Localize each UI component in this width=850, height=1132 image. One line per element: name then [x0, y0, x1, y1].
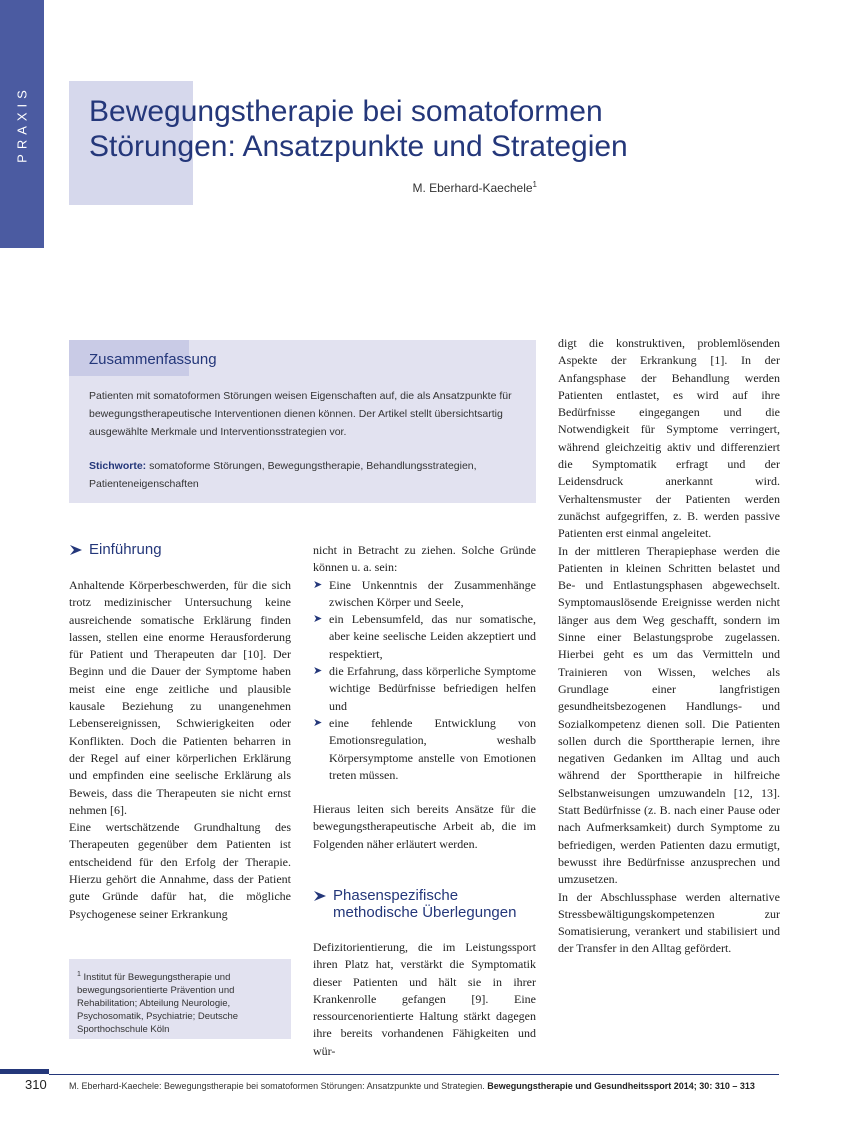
- article-title: [89, 94, 628, 164]
- footnote-text: [77, 968, 282, 1036]
- paragraph: Eine wertschätzende Grundhaltung des Therapeuten gegenüber dem Patienten ist entscheidend für den Erfolg der Therapie. Hierzu gehört die Annahme, dass der Patient gute Gründe dafür hat, die mögliche Psychogenese seiner Erkrankung: [69, 820, 291, 921]
- keywords-label: Stichworte:: [89, 460, 147, 472]
- list-item: ➤ eine fehlende Entwicklung von Emotionsregulation, weshalb Körpersymptome anstelle von Emotionen treten müssen.: [313, 715, 536, 784]
- footer-divider: [49, 1074, 779, 1075]
- section-sidebar: [0, 0, 44, 248]
- column-3: [558, 335, 780, 958]
- affiliation-footnote: [69, 959, 291, 1039]
- keywords: [89, 457, 519, 493]
- citation-text: M. Eberhard-Kaechele: Bewegungstherapie bei somatoformen Störungen: Ansatzpunkte und Strategien.: [69, 1081, 488, 1091]
- paragraph: nicht in Betracht zu ziehen. Solche Gründe können u. a. sein:: [313, 543, 536, 575]
- paragraph: In der mittleren Therapiephase werden die Patienten in kleinen Schritten belastet und Be- und Entlastungsphasen abgewechselt. Symptomauslösende Ereignisse werden nicht länger aus dem Weg geschafft, sondern im Sinne einer Belastungsprobe zugelassen. Hierbei geht es um das Vermitteln und Trainieren von Wissen, welches als Grundlage einer langfristigen gesundheitsbezogenen Handlungs- und Sozialkompetenz dienen soll. Die Patienten sollen durch die Sporttherapie lernen, ihre negativen Gedanken im Alltag und auch während der Sporttherapie in hilfreiche Selbstanweisungen umzuwandeln [12, 13]. Statt Bedürfnisse (z. B. nach einer Pause oder nach Aufmerksamkeit) durch Symptome zu befriedigen, werden Patienten dazu ermutigt, bewusst ihre Bedürfnisse anzusprechen und umzusetzen.: [558, 543, 780, 887]
- author-footnote-mark: 1: [532, 180, 537, 189]
- paragraph: In der Abschlussphase werden alternative Stressbewältigungskompetenzen zur Somatisierung, verankert und stabilisiert und der Transfer in den Alltag gefördert.: [558, 889, 780, 956]
- summary-title: Zusammenfassung: [89, 351, 217, 368]
- reasons-list: [313, 577, 536, 785]
- summary-text: Patienten mit somatoformen Störungen weisen Eigenschaften auf, die als Ansatzpunkte für bewegungstherapeutische Interventionen dienen können. Der Artikel stellt übersichtsartig ausgewählte Merkmale und Interventionsstrategien vor.: [89, 390, 512, 438]
- paragraph: digt die konstruktiven, problemlösenden Aspekte der Erkrankung [1]. In der Anfangsphase der Behandlung werden Patienten entlastet, es wird auf ihre Bedürfnisse eingegangen und die Notwendigkeit für Symptome verringert, während gleichzeitig aktiv und differenziert die Symptomatik erfragt und der Leidensdruck anerkannt wird. Verhaltensmuster der Patienten werden zunächst aufgegriffen, z. B. werden passive Patienten erst einmal angeleitet.: [558, 336, 780, 541]
- footer-accent-bar: [0, 1069, 49, 1074]
- author-line: [412, 180, 537, 195]
- list-item: ➤ Eine Unkenntnis der Zusammenhänge zwischen Körper und Seele,: [313, 577, 536, 612]
- summary-box: [69, 340, 536, 503]
- paragraph: Anhaltende Körperbeschwerden, für die sich trotz medizinischer Untersuchung keine ausreichende somatische Erklärung finden lassen, stellen eine enorme Herausforderung für Patient und Therapeuten dar [10]. Der Beginn und die Dauer der Symptome haben meist eine enge zeitliche und plausible kausale Beziehung zu unangenehmen Lebensereignissen, Schwierigkeiten oder Konflikten. Doch die Patienten beharren in der Regel auf einer körperlichen Erklärung und empfinden eine seelische Erklärung als Beweis, dass die Therapeuten sie nicht ernst nehmen [6].: [69, 578, 291, 817]
- paragraph: Defizitorientierung, die im Leistungssport ihren Platz hat, verstärkt die Symptomatik dieser Patienten und hält sie in ihrer Krankenrolle gefangen [9]. Eine ressourcenorientierte Haltung stärkt dagegen ihre bereits vorhandenen Fähigkeiten und wür-: [313, 940, 536, 1058]
- section-label: PRAXIS: [14, 85, 30, 163]
- title-line-2: Störungen: Ansatzpunkte und Strategien: [89, 130, 628, 163]
- paragraph: Hieraus leiten sich bereits Ansätze für die bewegungstherapeutische Arbeit ab, die im Folgenden näher erläutert werden.: [313, 802, 536, 851]
- arrow-icon: [313, 889, 327, 903]
- section-title-line-2: methodische Überlegungen: [333, 904, 517, 921]
- title-line-1: Bewegungstherapie bei somatoformen: [89, 95, 603, 128]
- journal-reference: Bewegungstherapie und Gesundheitssport 2014; 30: 310 – 313: [487, 1081, 755, 1091]
- list-item: ➤ die Erfahrung, dass körperliche Symptome wichtige Bedürfnisse befriedigen helfen und: [313, 663, 536, 715]
- column-2-bottom: [313, 939, 536, 1060]
- footnote-mark: 1: [77, 971, 81, 978]
- column-2-top: [313, 542, 536, 853]
- page-number: 310: [25, 1077, 47, 1092]
- summary-body: [89, 387, 519, 493]
- keywords-text: somatoforme Störungen, Bewegungstherapie, Behandlungsstrategien, Patienteneigenschaften: [89, 460, 477, 490]
- section-title-line-1: Phasenspezifische: [333, 887, 459, 904]
- list-item: ➤ ein Lebensumfeld, das nur somatische, aber keine seelische Leiden akzeptiert und respektiert,: [313, 611, 536, 663]
- arrow-icon: [69, 543, 83, 557]
- affiliation: Institut für Bewegungstherapie und bewegungsorientierte Prävention und Rehabilitation; Abteilung Neurologie, Psychosomatik, Psychiatrie; Deutsche Sporthochschule Köln: [77, 972, 239, 1036]
- citation-line: [69, 1081, 755, 1091]
- column-1: [69, 577, 291, 923]
- section-heading-introduction: [69, 541, 291, 558]
- section-heading-phases: [313, 887, 536, 921]
- section-title: Einführung: [89, 541, 162, 558]
- author-name: M. Eberhard-Kaechele: [412, 181, 533, 195]
